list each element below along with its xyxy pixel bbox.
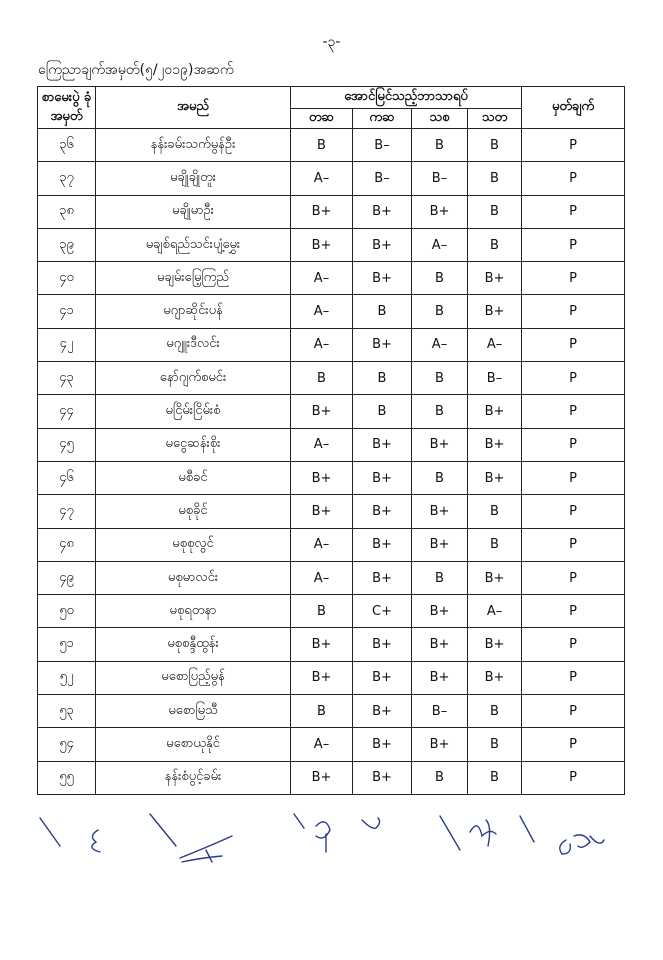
remark-cell: P	[522, 195, 625, 228]
remark-cell: P	[522, 661, 625, 694]
grade-cell: B+	[291, 761, 353, 794]
grade-cell: B+	[468, 428, 522, 461]
name-cell: မချစ်ရည်သင်းပျံ့မွှေး	[96, 228, 291, 261]
roll-no-cell: ၄၇	[38, 495, 96, 528]
grade-cell: A–	[468, 595, 522, 628]
roll-no-cell: ၅၅	[38, 761, 96, 794]
grade-cell: B–	[353, 129, 412, 162]
table-row	[38, 362, 625, 395]
grade-cell: B+	[412, 661, 468, 694]
grade-cell: B+	[353, 195, 412, 228]
grade-cell: B+	[353, 661, 412, 694]
grade-cell: B+	[412, 628, 468, 661]
header-subjects-group: အောင်မြင်သည့်ဘာသာရပ်	[291, 87, 522, 109]
roll-no-cell: ၄၃	[38, 362, 96, 395]
table-row	[38, 561, 625, 594]
grade-cell: B	[353, 295, 412, 328]
roll-no-cell: ၄၅	[38, 428, 96, 461]
remark-cell: P	[522, 328, 625, 361]
grade-cell: C+	[353, 595, 412, 628]
grade-cell: B	[468, 695, 522, 728]
grade-cell: B+	[353, 228, 412, 261]
roll-no-cell: ၄၆	[38, 461, 96, 494]
grade-cell: B+	[468, 628, 522, 661]
remark-cell: P	[522, 395, 625, 428]
signature-divider	[294, 814, 304, 828]
grade-cell: A–	[291, 328, 353, 361]
table-row	[38, 195, 625, 228]
grade-cell: B	[468, 728, 522, 761]
remark-cell: P	[522, 461, 625, 494]
remark-cell: P	[522, 495, 625, 528]
table-row	[38, 695, 625, 728]
name-cell: နန်းစံပွင့်ခမ်း	[96, 761, 291, 794]
grade-cell: B–	[412, 162, 468, 195]
name-cell: မဂျူးဒီလင်း	[96, 328, 291, 361]
grade-cell: B	[468, 761, 522, 794]
signature-mark	[560, 835, 604, 854]
roll-no-cell: ၄၀	[38, 262, 96, 295]
grade-cell: B	[412, 362, 468, 395]
grade-cell: B	[412, 129, 468, 162]
grade-cell: B	[412, 395, 468, 428]
grade-cell: A–	[291, 262, 353, 295]
grade-cell: B	[291, 595, 353, 628]
grade-cell: B	[412, 262, 468, 295]
grade-cell: B+	[353, 528, 412, 561]
grade-cell: A–	[291, 428, 353, 461]
roll-no-cell: ၅၄	[38, 728, 96, 761]
signature-mark	[180, 836, 232, 862]
grade-cell: B	[291, 362, 353, 395]
grade-cell: B+	[353, 461, 412, 494]
roll-no-cell: ၅၁	[38, 628, 96, 661]
header-name: အမည်	[96, 87, 291, 129]
signatures	[0, 806, 663, 886]
table-row	[38, 295, 625, 328]
grade-cell: B	[468, 495, 522, 528]
grade-cell: B+	[468, 561, 522, 594]
signature-mark	[362, 818, 380, 828]
roll-no-cell: ၃၆	[38, 129, 96, 162]
grade-cell: B	[291, 695, 353, 728]
signature-divider	[440, 816, 460, 850]
results-table	[37, 86, 625, 795]
grade-cell: B	[412, 295, 468, 328]
grade-cell: B+	[291, 661, 353, 694]
signature-divider	[150, 814, 176, 846]
table-row	[38, 328, 625, 361]
remark-cell: P	[522, 129, 625, 162]
roll-no-cell: ၃၉	[38, 228, 96, 261]
grade-cell: B	[468, 228, 522, 261]
header-roll-no: စာမေးပွဲ ခုံအမှတ်	[38, 87, 96, 129]
remark-cell: P	[522, 595, 625, 628]
grade-cell: B	[468, 129, 522, 162]
remark-cell: P	[522, 262, 625, 295]
grade-cell: A–	[291, 162, 353, 195]
remark-cell: P	[522, 728, 625, 761]
name-cell: မစုစုလွင်	[96, 528, 291, 561]
table-row	[38, 129, 625, 162]
grade-cell: B	[353, 395, 412, 428]
remark-cell: P	[522, 228, 625, 261]
name-cell: မငွေဆန်းစိုး	[96, 428, 291, 461]
roll-no-cell: ၄၂	[38, 328, 96, 361]
table-row	[38, 461, 625, 494]
name-cell: မငြိမ်းငြိမ်းစံ	[96, 395, 291, 428]
grade-cell: B–	[353, 162, 412, 195]
grade-cell: B+	[468, 395, 522, 428]
grade-cell: B+	[291, 495, 353, 528]
grade-cell: B+	[468, 262, 522, 295]
grade-cell: B	[412, 761, 468, 794]
header-remarks: မှတ်ချက်	[522, 87, 625, 129]
grade-cell: B+	[291, 461, 353, 494]
table-row	[38, 728, 625, 761]
grade-cell: B+	[468, 661, 522, 694]
roll-no-cell: ၃၇	[38, 162, 96, 195]
table-row	[38, 228, 625, 261]
grade-cell: B	[412, 461, 468, 494]
grade-cell: A–	[412, 328, 468, 361]
remark-cell: P	[522, 528, 625, 561]
grade-cell: B	[468, 195, 522, 228]
table-row	[38, 595, 625, 628]
grade-cell: B+	[412, 495, 468, 528]
grade-cell: B–	[412, 695, 468, 728]
grade-cell: B–	[468, 362, 522, 395]
name-cell: မစုစန္ဒီထွန်း	[96, 628, 291, 661]
grade-cell: B+	[353, 561, 412, 594]
roll-no-cell: ၅၀	[38, 595, 96, 628]
grade-cell: B+	[291, 395, 353, 428]
grade-cell: B+	[291, 228, 353, 261]
name-cell: မချမ်းမြေ့ကြည်	[96, 262, 291, 295]
grade-cell: B+	[412, 195, 468, 228]
table-row	[38, 162, 625, 195]
table-row	[38, 661, 625, 694]
signature-mark	[92, 830, 100, 852]
table-row	[38, 495, 625, 528]
table-row	[38, 628, 625, 661]
name-cell: မစုရတနာ	[96, 595, 291, 628]
header-subject: သတ	[468, 109, 522, 129]
grade-cell: B+	[353, 761, 412, 794]
notice-line: ကြေညာချက်အမှတ်(၅/၂၀၁၉)အဆက်	[38, 62, 234, 78]
name-cell: မစောပြည့်မွန်	[96, 661, 291, 694]
name-cell: မစုခိုင်	[96, 495, 291, 528]
grade-cell: B	[291, 129, 353, 162]
roll-no-cell: ၅၂	[38, 661, 96, 694]
table-row	[38, 262, 625, 295]
remark-cell: P	[522, 695, 625, 728]
grade-cell: B+	[353, 495, 412, 528]
signature-mark	[316, 822, 330, 852]
remark-cell: P	[522, 162, 625, 195]
page-number: -၃-	[322, 34, 341, 50]
signature-mark	[470, 820, 496, 846]
name-cell: မစီခင်	[96, 461, 291, 494]
grade-cell: B+	[412, 728, 468, 761]
header-subject: တဆ	[291, 109, 353, 129]
roll-no-cell: ၅၃	[38, 695, 96, 728]
grade-cell: B+	[291, 628, 353, 661]
grade-cell: B+	[412, 595, 468, 628]
grade-cell: B+	[468, 461, 522, 494]
grade-cell: A–	[291, 295, 353, 328]
grade-cell: A–	[468, 328, 522, 361]
remark-cell: P	[522, 761, 625, 794]
name-cell: မဂျာဆိုင်းပန်	[96, 295, 291, 328]
grade-cell: B	[412, 561, 468, 594]
signature-divider	[40, 818, 60, 846]
name-cell: နော်ဂျက်စမင်း	[96, 362, 291, 395]
name-cell: မစောယုနိုင်	[96, 728, 291, 761]
grade-cell: A–	[291, 528, 353, 561]
roll-no-cell: ၄၄	[38, 395, 96, 428]
roll-no-cell: ၄၈	[38, 528, 96, 561]
roll-no-cell: ၃၈	[38, 195, 96, 228]
grade-cell: B+	[353, 628, 412, 661]
header-subject: သစ	[412, 109, 468, 129]
remark-cell: P	[522, 561, 625, 594]
header-subject: ကဆ	[353, 109, 412, 129]
grade-cell: B+	[412, 528, 468, 561]
grade-cell: A–	[412, 228, 468, 261]
grade-cell: B+	[353, 428, 412, 461]
remark-cell: P	[522, 428, 625, 461]
roll-no-cell: ၄၁	[38, 295, 96, 328]
grade-cell: B+	[468, 295, 522, 328]
remark-cell: P	[522, 628, 625, 661]
signature-divider	[520, 816, 534, 842]
grade-cell: B+	[291, 195, 353, 228]
grade-cell: B	[468, 528, 522, 561]
grade-cell: B	[353, 362, 412, 395]
table-row	[38, 395, 625, 428]
remark-cell: P	[522, 362, 625, 395]
name-cell: မစုမာလင်း	[96, 561, 291, 594]
name-cell: မချိုချိုတူး	[96, 162, 291, 195]
name-cell: နန်းခမ်းသက်မွန်ဦး	[96, 129, 291, 162]
name-cell: မစောမြသီ	[96, 695, 291, 728]
grade-cell: A–	[291, 561, 353, 594]
grade-cell: B+	[353, 262, 412, 295]
remark-cell: P	[522, 295, 625, 328]
grade-cell: B+	[353, 328, 412, 361]
grade-cell: B	[468, 162, 522, 195]
table-row	[38, 528, 625, 561]
grade-cell: B+	[353, 695, 412, 728]
grade-cell: B+	[412, 428, 468, 461]
roll-no-cell: ၄၉	[38, 561, 96, 594]
table-row	[38, 761, 625, 794]
table-row	[38, 428, 625, 461]
grade-cell: A–	[291, 728, 353, 761]
grade-cell: B+	[353, 728, 412, 761]
name-cell: မချိုမာဦး	[96, 195, 291, 228]
